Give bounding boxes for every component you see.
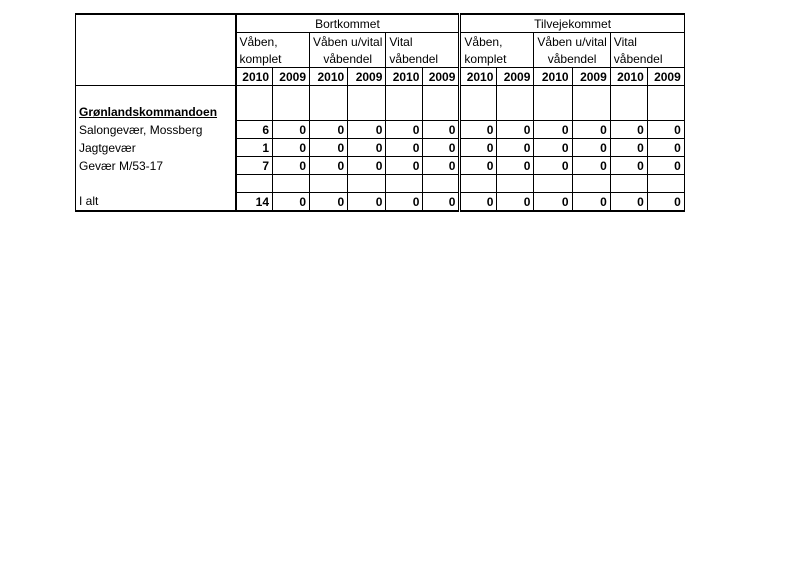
value-cell: 0: [497, 139, 534, 157]
year-header: 2010: [310, 68, 348, 86]
row-label: Salongevær, Mossberg: [76, 121, 236, 139]
value-cell: 0: [310, 157, 348, 175]
year-header: 2010: [460, 68, 497, 86]
year-header: 2009: [273, 68, 310, 86]
year-header: 2010: [236, 68, 273, 86]
subheader-row-1: [76, 33, 685, 51]
value-cell: 0: [647, 139, 684, 157]
value-cell: 0: [386, 121, 423, 139]
value-cell: 0: [534, 121, 572, 139]
value-cell: 0: [534, 139, 572, 157]
value-cell: 7: [236, 157, 273, 175]
value-cell: 14: [236, 193, 273, 212]
subheader-line2: våbendel: [534, 50, 610, 68]
subheader-line1: Vital: [386, 33, 460, 51]
value-cell: 0: [647, 157, 684, 175]
corner-cell: [76, 14, 236, 33]
value-cell: 0: [386, 193, 423, 212]
subheader-line1: Våben u/vital: [310, 33, 386, 51]
total-row: [76, 193, 685, 212]
year-header: 2010: [534, 68, 572, 86]
value-cell: 0: [497, 157, 534, 175]
value-cell: 0: [386, 157, 423, 175]
year-header: 2009: [348, 68, 386, 86]
value-cell: 0: [497, 121, 534, 139]
subheader-line2: våbendel: [610, 50, 684, 68]
value-cell: 0: [273, 157, 310, 175]
value-cell: 0: [423, 193, 460, 212]
row-label: Jagtgevær: [76, 139, 236, 157]
value-cell: 0: [647, 193, 684, 212]
value-cell: 0: [572, 121, 610, 139]
value-cell: 0: [310, 121, 348, 139]
value-cell: 0: [386, 139, 423, 157]
value-cell: 0: [423, 121, 460, 139]
value-cell: 1: [236, 139, 273, 157]
value-cell: 0: [273, 121, 310, 139]
group-header-tilvejekommet: Tilvejekommet: [460, 14, 684, 33]
value-cell: 0: [460, 193, 497, 212]
row-label: Gevær M/53-17: [76, 157, 236, 175]
subheader-row-2: [76, 50, 685, 68]
section-title-row: [76, 103, 685, 121]
value-cell: 0: [572, 157, 610, 175]
year-header: 2009: [647, 68, 684, 86]
value-cell: 0: [572, 139, 610, 157]
subheader-line2: komplet: [239, 51, 282, 66]
subheader-line1: Våben,: [460, 33, 534, 51]
section-title: Grønlandskommandoen: [76, 103, 236, 121]
weapons-table-sheet: [75, 13, 685, 212]
value-cell: 0: [534, 193, 572, 212]
subheader-line1: Våben u/vital: [534, 33, 610, 51]
value-cell: 0: [460, 157, 497, 175]
row-label: I alt: [76, 193, 236, 212]
value-cell: 0: [610, 193, 647, 212]
value-cell: 0: [310, 193, 348, 212]
value-cell: 0: [423, 157, 460, 175]
year-header: 2009: [572, 68, 610, 86]
value-cell: 0: [348, 157, 386, 175]
weapons-table: [75, 13, 685, 212]
value-cell: 0: [610, 157, 647, 175]
value-cell: 0: [423, 139, 460, 157]
value-cell: 0: [348, 193, 386, 212]
table-row: [76, 139, 685, 157]
value-cell: 0: [310, 139, 348, 157]
value-cell: 0: [348, 121, 386, 139]
table-row: [76, 121, 685, 139]
group-header-row: [76, 14, 685, 33]
subheader-line1: Vital: [610, 33, 684, 51]
value-cell: 0: [460, 139, 497, 157]
value-cell: 0: [647, 121, 684, 139]
value-cell: 0: [610, 121, 647, 139]
value-cell: 6: [236, 121, 273, 139]
subheader-line2: våbendel: [310, 50, 386, 68]
year-header: 2009: [423, 68, 460, 86]
value-cell: 0: [572, 193, 610, 212]
value-cell: 0: [273, 193, 310, 212]
year-header: 2010: [386, 68, 423, 86]
year-header: 2009: [497, 68, 534, 86]
group-header-bortkommet: Bortkommet: [236, 14, 460, 33]
years-row: [76, 68, 685, 86]
value-cell: 0: [273, 139, 310, 157]
value-cell: 0: [460, 121, 497, 139]
subheader-line2: komplet: [460, 50, 534, 68]
value-cell: 0: [497, 193, 534, 212]
spacer-row: [76, 86, 685, 104]
value-cell: 0: [610, 139, 647, 157]
subheader-line1: Våben,: [239, 34, 278, 49]
spacer-row: [76, 175, 685, 193]
table-row: [76, 157, 685, 175]
value-cell: 0: [534, 157, 572, 175]
value-cell: 0: [348, 139, 386, 157]
subheader-line2: våbendel: [386, 50, 460, 68]
year-header: 2010: [610, 68, 647, 86]
